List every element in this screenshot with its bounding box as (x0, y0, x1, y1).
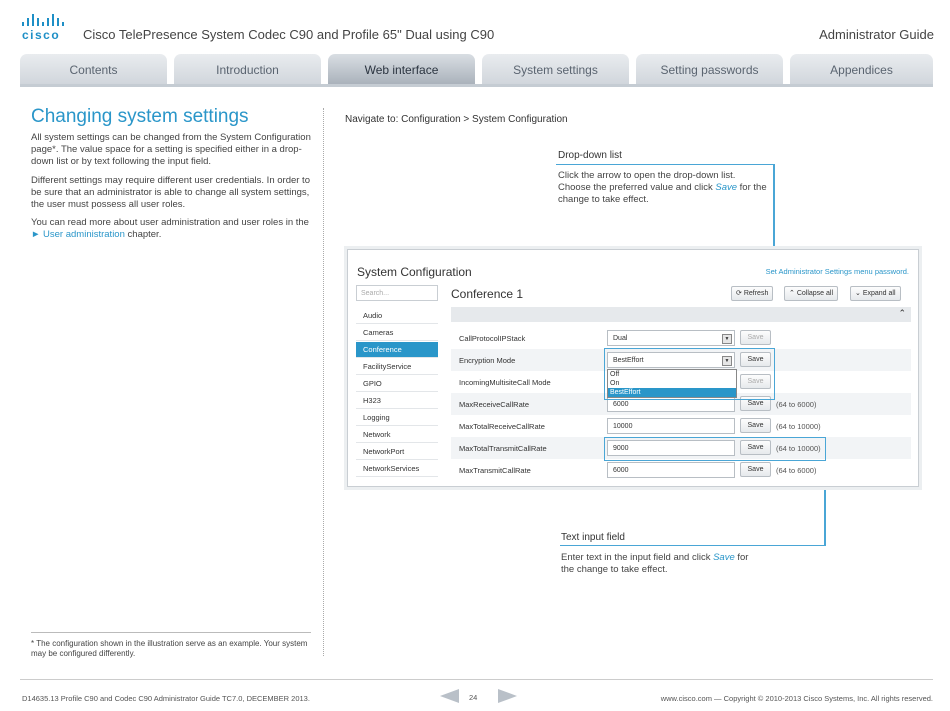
dropdown-callout-text-after: for the change to take effect. (558, 182, 767, 205)
save-button[interactable]: Save (740, 330, 771, 345)
tab-web-interface[interactable]: Web interface (328, 54, 475, 84)
collapse-section-icon[interactable]: ⌃ (898, 308, 906, 318)
dropdown-callout-title: Drop-down list (558, 150, 622, 161)
maxtransmitcallrate-input[interactable]: 6000 (607, 462, 735, 478)
setting-row-maxtransmitcallrate (451, 459, 911, 481)
callprotocolipstack-select[interactable] (607, 330, 735, 346)
cisco-logo-bars-icon (22, 14, 68, 26)
text-callout-title: Text input field (561, 532, 625, 543)
dropdown-option-off[interactable]: Off (610, 371, 620, 378)
tab-system-settings[interactable]: System settings (482, 54, 629, 84)
intro-paragraph: All system settings can be changed from the System Configuration page*. The value space for a setting is specified either in a drop-down list or by text following the input field. (31, 132, 311, 167)
select-value: BestEffort (613, 357, 644, 364)
text-input-highlight-frame (604, 437, 826, 461)
setting-label: Encryption Mode (459, 356, 516, 365)
dropdown-option-on[interactable]: On (610, 380, 620, 387)
document-id: D14635.13 Profile C90 and Codec C90 Administrator Guide TC7.0, DECEMBER 2013. (22, 694, 310, 703)
sidebar-item-facilityservice[interactable]: FacilityService (356, 359, 438, 375)
tab-bar (20, 54, 933, 84)
footnote: * The configuration shown in the illustration serve as an example. Your system may be configured differently. (31, 639, 308, 658)
setting-label: MaxTotalTransmitCallRate (459, 444, 547, 453)
text-callout-text (561, 552, 761, 576)
save-button[interactable]: Save (740, 462, 771, 477)
select-value: Dual (613, 335, 628, 342)
dropdown-callout-rule (556, 164, 774, 165)
value-range: (64 to 6000) (776, 400, 817, 409)
sidebar-item-gpio[interactable]: GPIO (356, 376, 438, 392)
system-configuration-title: System Configuration (357, 265, 472, 279)
dropdown-callout-text-before: Click the arrow to open the drop-down list. Choose the preferred value and click (558, 170, 736, 193)
save-button[interactable]: Save (740, 440, 771, 455)
dropdown-callout-save: Save (715, 182, 738, 193)
cisco-logo (22, 14, 68, 42)
expand-all-button[interactable] (850, 286, 901, 301)
tab-underline (20, 84, 933, 87)
setting-label: MaxTransmitCallRate (459, 466, 531, 475)
conference-section-title: Conference 1 (451, 287, 524, 301)
text-callout-save: Save (713, 552, 735, 563)
guide-title: Administrator Guide (819, 27, 934, 42)
footer-rule (20, 679, 933, 680)
save-button[interactable]: Save (740, 374, 771, 389)
dropdown-callout-text (558, 170, 768, 206)
tab-contents[interactable]: Contents (20, 54, 167, 84)
sidebar-item-network[interactable]: Network (356, 427, 438, 443)
system-configuration-screenshot (347, 249, 919, 487)
page-number: 24 (469, 693, 478, 702)
save-button[interactable]: Save (740, 418, 771, 433)
value-range: (64 to 10000) (776, 422, 821, 431)
column-divider (323, 108, 324, 656)
dropdown-arrow-icon[interactable]: ▼ (722, 356, 732, 366)
collapse-all-button[interactable] (784, 286, 838, 301)
text-callout-text-after: for the change to take effect. (561, 552, 749, 575)
setting-row-maxtotalreceivecallrate (451, 415, 911, 437)
refresh-button[interactable] (731, 286, 773, 301)
cisco-logo-text: cisco (22, 28, 61, 42)
text-callout-rule (560, 545, 825, 546)
chevron-down-icon: ⌄ (855, 290, 861, 297)
sidebar-item-logging[interactable]: Logging (356, 410, 438, 426)
save-button[interactable]: Save (740, 396, 771, 411)
setting-label: MaxTotalReceiveCallRate (459, 422, 545, 431)
save-button[interactable]: Save (740, 352, 771, 367)
user-admin-text-after: chapter. (124, 229, 162, 240)
maxtotaltransmitcallrate-input[interactable]: 9000 (607, 440, 735, 456)
value-range: (64 to 6000) (776, 466, 817, 475)
sidebar-item-networkport[interactable]: NetworkPort (356, 444, 438, 460)
previous-page-icon[interactable] (440, 689, 459, 703)
dropdown-highlight-frame (604, 348, 775, 400)
value-range: (64 to 10000) (776, 444, 821, 453)
footnote-rule (31, 632, 311, 633)
setting-row-callprotocolipstack (451, 327, 911, 349)
user-admin-text-before: You can read more about user administration and user roles in the (31, 217, 309, 228)
sidebar-item-networkservices[interactable]: NetworkServices (356, 461, 438, 477)
dropdown-arrow-icon[interactable]: ▼ (722, 334, 732, 344)
page-heading: Changing system settings (31, 106, 249, 127)
sidebar-item-conference[interactable]: Conference (356, 342, 438, 358)
document-title: Cisco TelePresence System Codec C90 and Profile 65" Dual using C90 (83, 27, 495, 42)
maxreceivecallrate-input[interactable]: 6000 (607, 396, 735, 412)
chevron-up-icon: ⌃ (789, 290, 795, 297)
next-page-icon[interactable] (498, 689, 517, 703)
refresh-label: Refresh (743, 290, 769, 297)
copyright: www.cisco.com — Copyright © 2010-2013 Cisco Systems, Inc. All rights reserved. (660, 694, 933, 703)
pager (440, 689, 520, 705)
section-collapse-bar[interactable] (451, 307, 911, 322)
tab-introduction[interactable]: Introduction (174, 54, 321, 84)
tab-setting-passwords[interactable]: Setting passwords (636, 54, 783, 84)
navigation-path: Navigate to: Configuration > System Configuration (345, 114, 568, 125)
maxtotalreceivecallrate-input[interactable]: 10000 (607, 418, 735, 434)
dropdown-option-besteffort[interactable]: BestEffort (608, 388, 736, 397)
user-administration-link[interactable]: ► User administration (31, 229, 125, 240)
search-input[interactable]: Search... (356, 285, 438, 301)
expand-all-label: Expand all (862, 290, 896, 297)
sidebar-item-h323[interactable]: H323 (356, 393, 438, 409)
set-admin-password-link[interactable]: Set Administrator Settings menu password. (765, 267, 909, 276)
sidebar-item-cameras[interactable]: Cameras (356, 325, 438, 341)
credentials-paragraph: Different settings may require different user credentials. In order to be sure that an administrator is able to change all system settings, the user must possess all user roles. (31, 175, 310, 210)
user-admin-paragraph (31, 217, 313, 241)
sidebar-item-audio[interactable]: Audio (356, 308, 438, 324)
setting-label: IncomingMultisiteCall Mode (459, 378, 551, 387)
setting-label: CallProtocolIPStack (459, 334, 526, 343)
refresh-icon: ⟳ (736, 290, 742, 297)
setting-label: MaxReceiveCallRate (459, 400, 530, 409)
tab-appendices[interactable]: Appendices (790, 54, 933, 84)
collapse-all-label: Collapse all (796, 290, 834, 297)
text-callout-text-before: Enter text in the input field and click (561, 552, 714, 563)
